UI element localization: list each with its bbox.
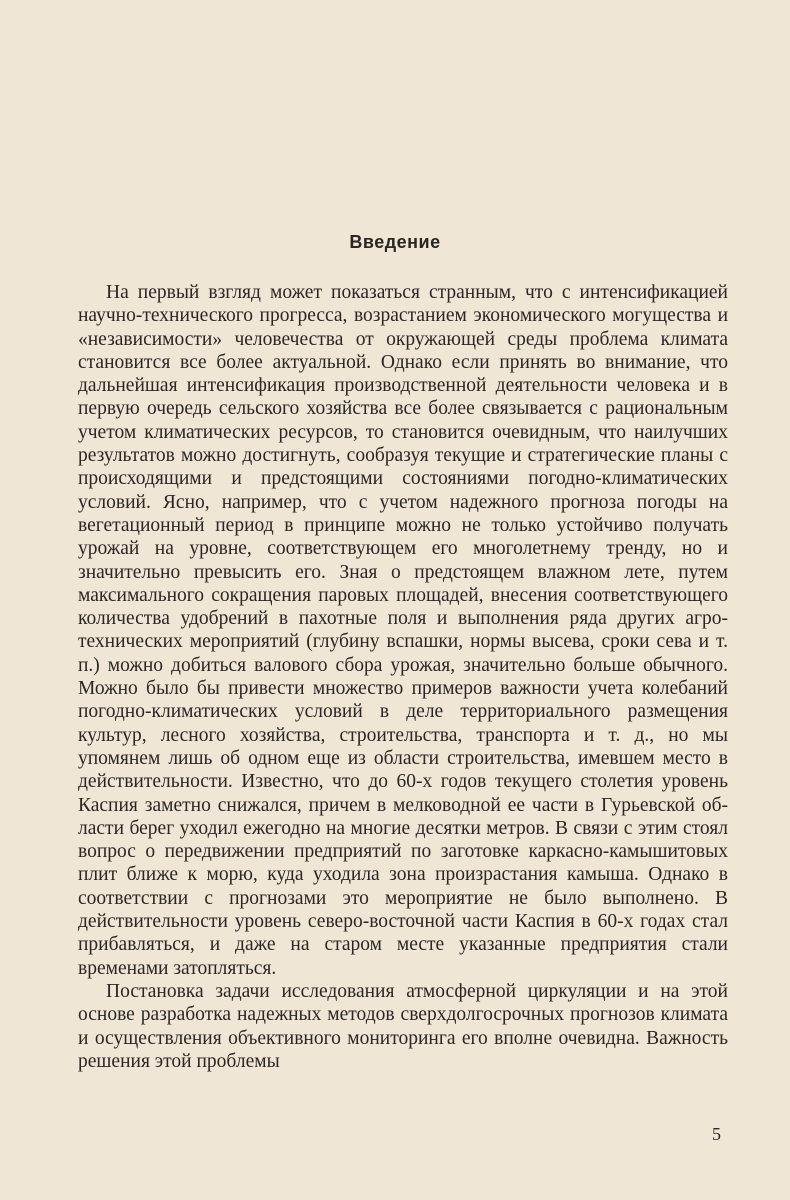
paragraph-2: Постановка задачи исследования атмосферной циркуляции и на этой основе разработка надежных методов сверхдолгосрочных прогнозов климата и осуществления объективного мониторинга его вполне очевидна. Важность решения этой проблемы [78,980,728,1072]
paragraph-1: На первый взгляд может показаться странным, что с интенсификацией научно-технического прогресса, возрастанием экономического могущества и «независимости» человечества от окружающей среды проблема климата становится все более актуальной. Однако если принять во внимание, что дальнейшая интенсификация производственной деятельности человека и в первую очередь сельского хозяйства все более связывается с рациональным учетом климатических ресурсов, то становится очевидным, что наилучших результатов можно достигнуть, сообразуя текущие и стратегические планы с происходящими и предстоящими состояниями погодно-климатических условий. Ясно, например, что с учетом надежного прогноза погоды на вегетационный период в принципе можно не только устойчиво получать урожай на уровне, соответствующем его многолетнему тренду, но и значительно превысить его. Зная о предстоящем влажном лете, путем максимального сокращения паровых площадей, внесения соответствующего количества удобрений в пахотные поля и выполнения ряда других агротехнических мероприятий (глубину вспашки, нормы высева, сроки сева и т. п.) можно добиться валового сбора урожая, значительно больше обычного. Можно было бы привести множество примеров важности учета колебаний погодно-климатических условий в деле территориального размещения культур, лесного хозяйства, строительства, транспорта и т. д., но мы упомянем лишь об одном еще из области строительства, имевшем место в действительности. Известно, что до 60-х годов текущего столетия уровень Каспия заметно снижался, причем в мелководной ее части в Гурьевской области берег уходил ежегодно на многие десятки метров. В связи с этим стоял вопрос о передвижении предприятий по заготовке каркасно-камышитовых плит ближе к морю, куда уходила зона произрастания камыша. Однако в соответствии с прогнозами это мероприятие не было выполнено. В действительности уровень северо-восточной части Каспия в 60-х годах стал прибавляться, и даже на старом месте указанные предприятия стали временами затопляться. [78,282,728,979]
body-text [78,281,728,1073]
section-title: Введение [349,232,441,252]
page-number: 5 [712,1124,721,1144]
